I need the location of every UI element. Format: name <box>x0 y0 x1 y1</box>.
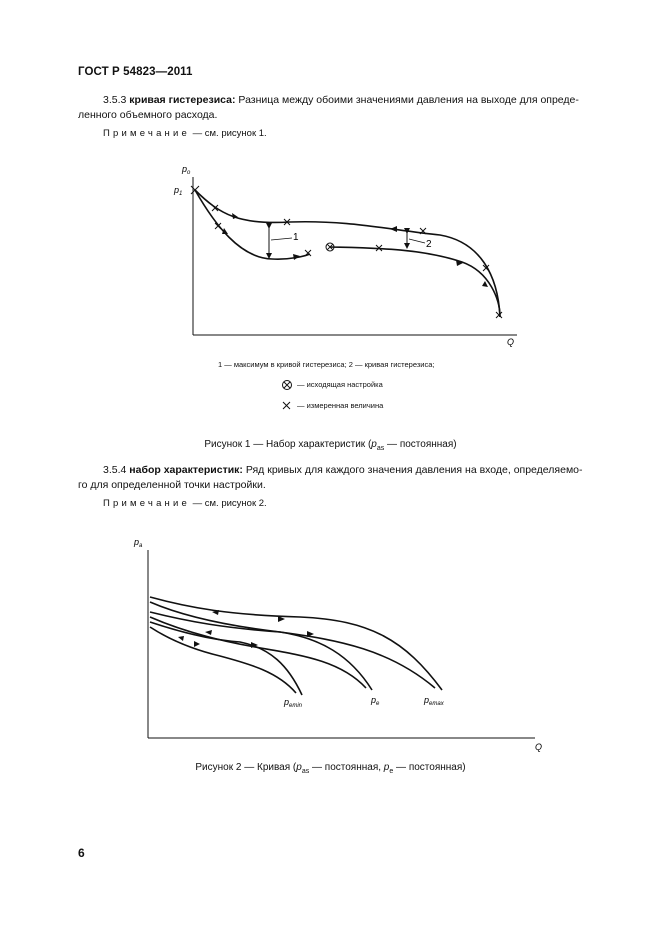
note-text: — см. рисунок 1. <box>192 128 267 139</box>
fig1-callout-1: 1 <box>293 232 299 243</box>
fig2-e-upper <box>150 612 372 690</box>
fig2-label-e: $p_e$ <box>371 695 380 707</box>
fig1-legend-text: 1 — максимум в кривой гистерезиса; 2 — кривая гистерезиса; <box>218 360 435 369</box>
definition-text-cont: ленного объемного расхода. <box>78 109 218 121</box>
definition-text: Ряд кривых для каждого значения давления на входе, определяемо- <box>245 464 583 476</box>
definition-text: Разница между обоими значениями давления на выходе для опреде- <box>238 94 579 106</box>
fig1-legend-origin: — исходящая настройка <box>297 380 383 389</box>
fig2-emin-lower <box>150 627 296 693</box>
fig2-arrow <box>205 630 212 635</box>
section-number: 3.5.3 <box>103 94 127 106</box>
definition-text-cont: го для определенной точки настройки. <box>78 479 266 491</box>
fig1-callout-2: 2 <box>426 239 432 250</box>
fig2-label-emax: $p_{emax}$ <box>424 695 444 707</box>
fig2-emax-lower <box>150 602 435 688</box>
figure-1-caption: Рисунок 1 — Набор характеристик ($p_{as}$ — постоянная) <box>204 439 457 452</box>
note-label: Примечание <box>103 498 190 509</box>
fig1-p1-label: $p_1$ <box>174 185 183 197</box>
fig2-x-label: Q <box>535 742 543 752</box>
document-header: ГОСТ Р 54823—2011 <box>78 66 193 78</box>
fig2-y-label: $p_a$ <box>134 537 143 549</box>
fig1-legend-measured: — измеренная величина <box>297 401 384 410</box>
fig2-e-lower <box>150 617 366 688</box>
fig2-arrow <box>178 636 184 641</box>
fig2-arrow <box>194 641 200 647</box>
page-number: 6 <box>78 846 85 860</box>
note-label: Примечание <box>103 128 190 139</box>
fig1-y-label: $p_o$ <box>182 164 191 176</box>
term: набор характеристик: <box>129 464 243 476</box>
figure-2-caption: Рисунок 2 — Кривая ($p_{as}$ — постоянная, $p_e$ — постоянная) <box>195 762 466 775</box>
fig2-label-emin: $p_{emin}$ <box>284 697 303 709</box>
fig2-emin-upper <box>150 622 302 695</box>
section-number: 3.5.4 <box>103 464 127 476</box>
fig2-emax-upper <box>150 597 442 690</box>
fig1-x-label: Q <box>507 337 515 347</box>
term: кривая гистерезиса: <box>129 94 236 106</box>
note-text: — см. рисунок 2. <box>192 498 267 509</box>
